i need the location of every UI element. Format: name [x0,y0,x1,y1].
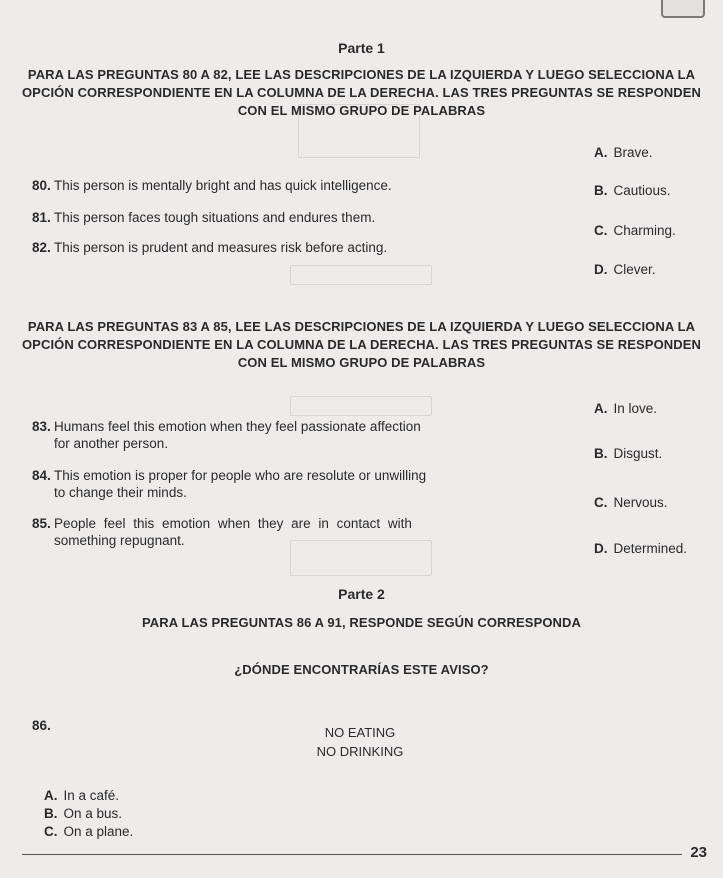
option-text: In a café. [63,788,120,803]
option-text: On a plane. [63,824,134,839]
question-83 [32,418,421,452]
question-84 [32,467,426,501]
option-c-83-85[interactable] [594,495,668,510]
question-text: Humans feel this emotion when they feel passionate affection [54,419,421,434]
option-text: Charming. [613,223,676,238]
question-text: This emotion is proper for people who are resolute or unwilling [54,468,427,483]
option-letter: B. [594,183,608,198]
question-text: This person is prudent and measures risk before acting. [54,240,388,255]
option-letter: C. [594,223,608,238]
part1-title: Parte 1 [338,40,385,56]
option-letter: D. [594,262,608,277]
question-text: This person faces tough situations and endures them. [54,210,376,225]
question-85 [32,515,412,549]
part2-title: Parte 2 [338,586,385,602]
option-d-83-85[interactable] [594,541,687,556]
option-letter: A. [594,401,608,416]
option-c-86[interactable] [44,824,133,839]
question-number: 81. [32,210,51,225]
question-86-number: 86. [32,718,51,733]
question-header: ¿DÓNDE ENCONTRARÍAS ESTE AVISO? [234,662,489,677]
question-number: 85. [32,516,51,531]
notice-line: NO DRINKING [316,744,404,759]
question-81 [32,209,375,226]
question-80 [32,177,392,194]
question-number: 80. [32,178,51,193]
question-number: 83. [32,419,51,434]
option-text: Disgust. [613,446,663,461]
instruction-80-82 [20,66,703,120]
bleed-through-box [290,396,432,416]
option-a-86[interactable] [44,788,119,803]
bleed-through-box [290,265,432,285]
instruction-83-85 [20,318,703,372]
notice-sign [300,723,420,761]
footer-rule [22,854,682,855]
question-text-cont: to change their minds. [54,485,187,500]
question-text-cont: something repugnant. [54,533,185,548]
option-letter: C. [594,495,608,510]
instruction-line: OPCIÓN CORRESPONDIENTE EN LA COLUMNA DE LA DERECHA. LAS TRES PREGUNTAS SE RESPONDEN [21,85,702,100]
option-b-86[interactable] [44,806,122,821]
option-c-80-82[interactable] [594,223,676,238]
option-text: Clever. [613,262,656,277]
option-a-80-82[interactable] [594,145,653,160]
option-d-80-82[interactable] [594,262,656,277]
option-text: Cautious. [613,183,671,198]
question-text: This person is mentally bright and has quick intelligence. [54,178,392,193]
option-a-83-85[interactable] [594,401,657,416]
instruction-line: PARA LAS PREGUNTAS 80 A 82, LEE LAS DESCRIPCIONES DE LA IZQUIERDA Y LUEGO SELECCIONA LA [27,67,696,82]
instruction-line: CON EL MISMO GRUPO DE PALABRAS [237,103,486,118]
page-number: 23 [690,844,707,861]
instruction-86-91: PARA LAS PREGUNTAS 86 A 91, RESPONDE SEGÚN CORRESPONDA [141,615,582,630]
option-letter: A. [44,788,58,803]
option-text: Determined. [613,541,688,556]
option-letter: C. [44,824,58,839]
notice-line: NO EATING [324,725,396,740]
option-text: On a bus. [63,806,123,821]
question-number: 84. [32,468,51,483]
question-82 [32,239,387,256]
option-b-83-85[interactable] [594,446,662,461]
instruction-line: CON EL MISMO GRUPO DE PALABRAS [237,355,486,370]
option-letter: A. [594,145,608,160]
option-letter: D. [594,541,608,556]
question-text: People feel this emotion when they are in contact with [54,516,412,531]
instruction-line: OPCIÓN CORRESPONDIENTE EN LA COLUMNA DE LA DERECHA. LAS TRES PREGUNTAS SE RESPONDEN [21,337,702,352]
option-b-80-82[interactable] [594,183,671,198]
option-text: Brave. [613,145,653,160]
page-corner-mark [661,0,705,18]
instruction-line: PARA LAS PREGUNTAS 83 A 85, LEE LAS DESCRIPCIONES DE LA IZQUIERDA Y LUEGO SELECCIONA LA [27,319,696,334]
option-text: Nervous. [613,495,668,510]
option-letter: B. [594,446,608,461]
option-text: In love. [613,401,658,416]
question-text-cont: for another person. [54,436,169,451]
option-letter: B. [44,806,58,821]
question-number: 82. [32,240,51,255]
